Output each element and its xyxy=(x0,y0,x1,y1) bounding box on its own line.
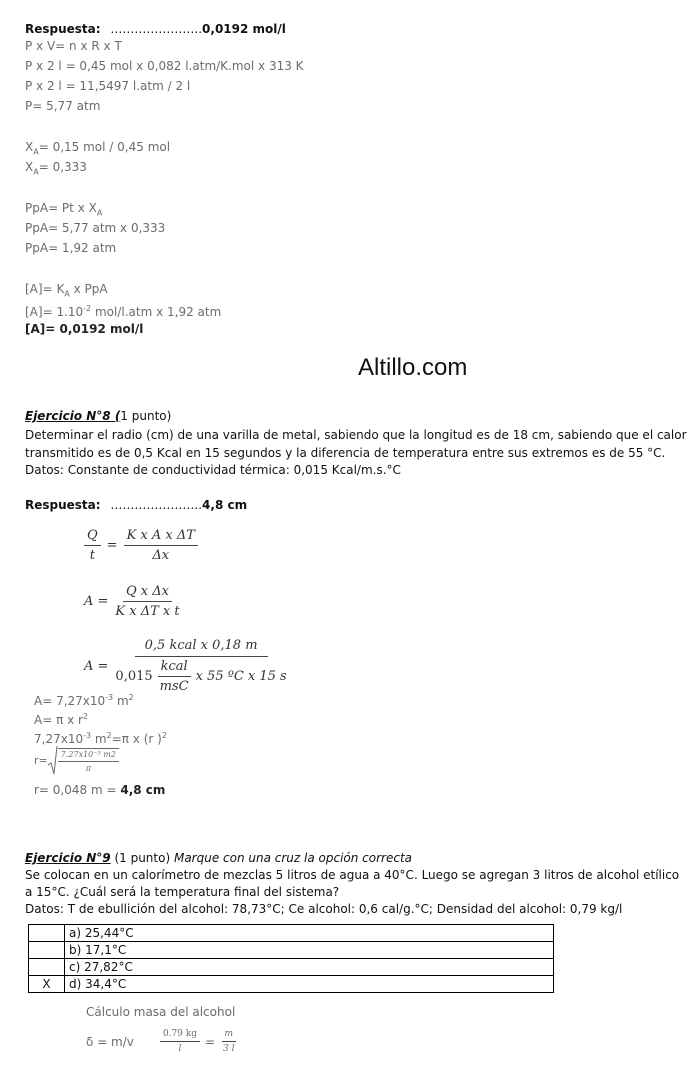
calc8-a2: A= π x $r^2$ xyxy=(34,712,89,727)
radical-sign-icon xyxy=(48,745,58,775)
ratio-left: $\frac{0.79 kg}{l}$ xyxy=(160,1029,200,1054)
calc-ppa2: PpA= 5,77 atm x 0,333 xyxy=(25,221,166,235)
formula-heat-rate: $\frac{Q}{t}$ = $\frac{\text{K x A x ΔT}}{\Delta x}$ xyxy=(84,528,198,563)
watermark-text: Altillo.com xyxy=(358,354,468,381)
ex8-text2: transmitido es de 0,5 Kcal en 15 segundos y la diferencia de temperatura entre sus extremos es de 55 °C. xyxy=(25,446,666,460)
answer-dots: ………………….. xyxy=(110,22,203,36)
option-label: c) 27,82°C xyxy=(65,959,554,976)
density-formula-row: δ = m/v $\frac{0.79 kg}{l}$ = $\frac{m}{3 l}$ xyxy=(86,1029,238,1054)
ex9-instruction: Marque con una cruz la opción correcta xyxy=(173,851,413,865)
calc-conc3: [A]= 0,0192 mol/l xyxy=(25,322,144,336)
calc8-a3: $7,27x10^{-3}$ $m^2=\pi$ x (r )$^2$ xyxy=(34,731,167,746)
ex8-text3: Datos: Constante de conductividad térmica: 0,015 Kcal/m.s.°C xyxy=(25,463,401,477)
calc-xa1: $X_A= 0,15$ mol / 0,45 mol xyxy=(25,140,171,157)
ex8-text1: Determinar el radio (cm) de una varilla de metal, sabiendo que la longitud es de 18 cm, sabiendo que el calor xyxy=(25,428,687,442)
option-mark-cell[interactable] xyxy=(29,925,65,942)
option-label: d) 34,4°C xyxy=(65,976,554,993)
option-row-d[interactable] xyxy=(29,976,554,993)
calc-p: P= 5,77 atm xyxy=(25,99,101,113)
option-row-a[interactable] xyxy=(29,925,554,942)
ex8-title: Ejercicio N°8 ( xyxy=(25,409,121,423)
option-label: a) 25,44°C xyxy=(65,925,554,942)
calc-mult: P x 2 l = 11,5497 l.atm / 2 l xyxy=(25,79,191,93)
option-row-c[interactable] xyxy=(29,959,554,976)
option-mark-cell[interactable]: X xyxy=(29,976,65,993)
option-mark-cell[interactable] xyxy=(29,959,65,976)
calc-ppa3: PpA= 1,92 atm xyxy=(25,241,117,255)
ex8-heading xyxy=(25,408,171,424)
answer-7-line xyxy=(25,21,286,37)
ex9-heading xyxy=(25,850,412,866)
ex9-text2: a 15°C. ¿Cuál será la temperatura final del sistema? xyxy=(25,885,340,899)
calc8-radical: r= $\frac{\text{7.27x10⁻³ m2}}{\pi}$ xyxy=(34,745,119,775)
calc-conc2: $[A]= 1.10^{-2}$ mol/l.atm x 1,92 atm xyxy=(25,304,222,319)
ex9-text3: Datos: T de ebullición del alcohol: 78,73°C; Ce alcohol: 0,6 cal/g.°C; Densidad del alcohol: 0,79 kg/l xyxy=(25,902,623,916)
ex9-title: Ejercicio N°9 xyxy=(25,851,111,865)
answer-label: Respuesta: xyxy=(25,22,101,36)
calc-pv: P x V= n x R x T xyxy=(25,39,122,53)
formula-area: A = $\frac{\text{Q x Δx}}{\text{K x ΔT x t}}$ xyxy=(84,584,180,619)
density-formula: δ = m/v xyxy=(86,1034,134,1049)
calc-ppa1: PpA= Pt x $X_A$ xyxy=(25,201,103,218)
ex9-points: (1 punto) xyxy=(110,851,174,865)
answer-value: 0,0192 mol/l xyxy=(202,22,286,36)
calc-subst: P x 2 l = 0,45 mol x 0,082 l.atm/K.mol x 313 K xyxy=(25,59,304,73)
calc8-r-final: r= 0,048 m = 4,8 cm xyxy=(34,783,166,797)
formula-area-substituted: A = 0,5 kcal x 0,18 m 0,015 $\frac{\text{kcal}}{\text{msC}}$ x 55 ºC x 15 s xyxy=(84,638,287,694)
option-label: b) 17,1°C xyxy=(65,942,554,959)
ex8-points: 1 punto) xyxy=(120,409,172,423)
ratio-right: $\frac{m}{3 l}$ xyxy=(223,1029,235,1054)
calc8-a1: $A= 7,27x10^{-3}$ $m^2$ xyxy=(34,693,134,708)
ex9-text1: Se colocan en un calorímetro de mezclas 5 litros de agua a 40°C. Luego se agregan 3 litros de alcohol etílico xyxy=(25,868,680,882)
calc-conc1: $[A]= K_A$ x PpA xyxy=(25,282,108,299)
calc-xa2: $X_A= 0,333$ xyxy=(25,160,87,177)
answer-8-line: Respuesta: …………………..4,8 cm xyxy=(25,498,248,512)
mass-calc-title: Cálculo masa del alcohol xyxy=(86,1005,236,1019)
option-row-b[interactable] xyxy=(29,942,554,959)
options-table xyxy=(28,924,554,993)
option-mark-cell[interactable] xyxy=(29,942,65,959)
